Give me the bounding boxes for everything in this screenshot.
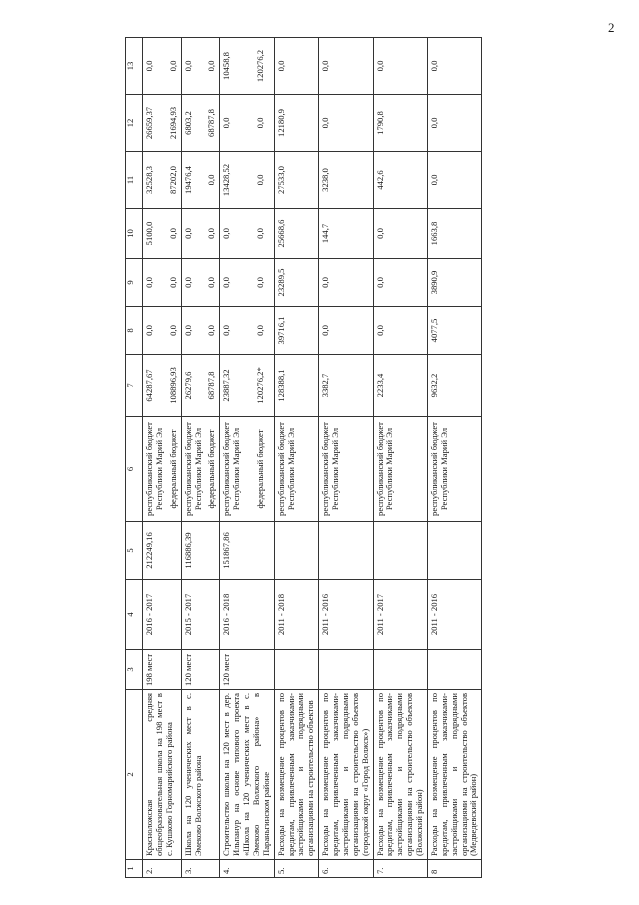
funding-source: республиканский бюджет Республики Марий Эл <box>427 417 481 522</box>
value-col8: 39716,1 <box>274 307 319 355</box>
value-col13: 0,0 <box>143 38 167 95</box>
row-number: 7. <box>373 860 427 878</box>
funding-source: федеральный бюджет <box>167 417 181 522</box>
table-row <box>274 38 319 878</box>
value-col10: 0,0 <box>220 209 254 259</box>
value-col8: 0,0 <box>319 307 373 355</box>
total-amount: 26279,6 <box>181 355 205 417</box>
col-header: 7 <box>126 355 143 417</box>
object-name: Расходы на возмещение процентов по кредитам, привлеченным заказчиками-застройщиками и подрядными организациями на строительство объектов (городской округ «Город Волжск») <box>319 690 373 860</box>
capacity <box>319 650 373 690</box>
value-col12: 12180,9 <box>274 95 319 152</box>
table-row <box>427 38 481 878</box>
period: 2011 - 2017 <box>373 580 427 650</box>
object-name: Расходы на возмещение процентов по кредитам, привлеченным заказчиками-застройщиками и подрядными организациями на строительство объектов (Волжский район) <box>373 690 427 860</box>
col-header: 10 <box>126 209 143 259</box>
funding-source: федеральный бюджет <box>205 417 219 522</box>
row-number: 2. <box>143 860 182 878</box>
table-row <box>220 38 254 878</box>
value-col9: 23289,5 <box>274 259 319 307</box>
value-col10: 0,0 <box>167 209 181 259</box>
value-col9: 0,0 <box>254 259 274 307</box>
value-col9: 0,0 <box>220 259 254 307</box>
value-col10: 0,0 <box>373 209 427 259</box>
value-col10: 0,0 <box>254 209 274 259</box>
row-number: 4. <box>220 860 274 878</box>
funding-source: республиканский бюджет Республики Марий Эл <box>181 417 205 522</box>
col-header: 6 <box>126 417 143 522</box>
header-row <box>126 38 143 878</box>
value-col11: 3238,0 <box>319 152 373 209</box>
value-col12: 6803,2 <box>181 95 205 152</box>
period: 2015 - 2017 <box>181 580 220 650</box>
value-col12: 0,0 <box>319 95 373 152</box>
object-name: Красноложская средняя общеобразовательная школа на 198 мест в с. Кушково Горномарийского района <box>143 690 182 860</box>
construction-objects-table <box>125 37 482 878</box>
total-amount: 120276,2* <box>254 355 274 417</box>
funding-source: республиканский бюджет Республики Марий Эл <box>373 417 427 522</box>
value-col10: 25668,6 <box>274 209 319 259</box>
value-col11: 0,0 <box>427 152 481 209</box>
total-amount: 64287,67 <box>143 355 167 417</box>
value-col9: 0,0 <box>373 259 427 307</box>
value-col11: 0,0 <box>254 152 274 209</box>
estimated-cost <box>373 522 427 580</box>
period: 2016 - 2017 <box>143 580 182 650</box>
capacity <box>427 650 481 690</box>
table-row <box>373 38 427 878</box>
period: 2011 - 2016 <box>319 580 373 650</box>
value-col8: 0,0 <box>254 307 274 355</box>
capacity <box>274 650 319 690</box>
total-amount: 9632,2 <box>427 355 481 417</box>
value-col12: 0,0 <box>220 95 254 152</box>
col-header: 5 <box>126 522 143 580</box>
value-col8: 0,0 <box>373 307 427 355</box>
object-name: Школа на 120 ученических мест в с. Эмеково Волжского района <box>181 690 220 860</box>
total-amount: 23887,32 <box>220 355 254 417</box>
total-amount: 2233,4 <box>373 355 427 417</box>
value-col13: 0,0 <box>205 38 219 95</box>
value-col8: 4077,5 <box>427 307 481 355</box>
estimated-cost: 212249,16 <box>143 522 182 580</box>
period: 2011 - 2018 <box>274 580 319 650</box>
col-header: 13 <box>126 38 143 95</box>
value-col10: 1663,8 <box>427 209 481 259</box>
col-header: 12 <box>126 95 143 152</box>
value-col11: 27533,0 <box>274 152 319 209</box>
value-col13: 0,0 <box>167 38 181 95</box>
capacity: 120 мест <box>220 650 274 690</box>
object-name: Расходы на возмещение процентов по кредитам, привлеченным заказчиками-застройщиками и подрядными организациями на строительство объектов <box>274 690 319 860</box>
value-col8: 0,0 <box>205 307 219 355</box>
total-amount: 3382,7 <box>319 355 373 417</box>
row-number: 3. <box>181 860 220 878</box>
value-col9: 0,0 <box>167 259 181 307</box>
table-row <box>143 38 167 878</box>
funding-source: республиканский бюджет Республики Марий Эл <box>319 417 373 522</box>
value-col10: 144,7 <box>319 209 373 259</box>
estimated-cost <box>274 522 319 580</box>
value-col8: 0,0 <box>167 307 181 355</box>
value-col12: 0,0 <box>427 95 481 152</box>
value-col8: 0,0 <box>220 307 254 355</box>
col-header: 11 <box>126 152 143 209</box>
value-col10: 5100,0 <box>143 209 167 259</box>
value-col8: 0,0 <box>181 307 205 355</box>
funding-source: республиканский бюджет Республики Марий Эл <box>274 417 319 522</box>
value-col13: 0,0 <box>274 38 319 95</box>
value-col11: 87202,0 <box>167 152 181 209</box>
value-col13: 0,0 <box>427 38 481 95</box>
col-header: 9 <box>126 259 143 307</box>
funding-source: федеральный бюджет <box>254 417 274 522</box>
col-header: 3 <box>126 650 143 690</box>
value-col12: 21694,93 <box>167 95 181 152</box>
col-header: 8 <box>126 307 143 355</box>
value-col8: 0,0 <box>143 307 167 355</box>
table-row <box>319 38 373 878</box>
estimated-cost <box>319 522 373 580</box>
value-col11: 0,0 <box>205 152 219 209</box>
estimated-cost: 116886,39 <box>181 522 220 580</box>
value-col10: 0,0 <box>181 209 205 259</box>
estimated-cost: 151867,86 <box>220 522 274 580</box>
table-row <box>181 38 205 878</box>
object-name: Расходы на возмещение процентов по кредитам, привлеченным заказчиками-застройщиками и подрядными организациями на строительство объектов (Медведевский район) <box>427 690 481 860</box>
period: 2011 - 2016 <box>427 580 481 650</box>
capacity: 198 мест <box>143 650 182 690</box>
value-col12: 0,0 <box>254 95 274 152</box>
row-number: 5. <box>274 860 319 878</box>
value-col13: 10458,8 <box>220 38 254 95</box>
value-col11: 19476,4 <box>181 152 205 209</box>
capacity <box>373 650 427 690</box>
estimated-cost <box>427 522 481 580</box>
period: 2016 - 2018 <box>220 580 274 650</box>
value-col11: 13428,52 <box>220 152 254 209</box>
value-col10: 0,0 <box>205 209 219 259</box>
page-number: 2 <box>608 20 615 35</box>
value-col11: 32528,3 <box>143 152 167 209</box>
col-header: 4 <box>126 580 143 650</box>
value-col9: 0,0 <box>181 259 205 307</box>
value-col13: 120276,2 <box>254 38 274 95</box>
row-number: 6. <box>319 860 373 878</box>
value-col12: 26659,37 <box>143 95 167 152</box>
funding-source: республиканский бюджет Республики Марий Эл <box>220 417 254 522</box>
object-name: Строительство школы на 120 мест в дер. Ильпанур на основе типового проекта «Школа на 120 ученических мест в с. Эмеково Волжского района» в Параньгинском районе <box>220 690 274 860</box>
value-col12: 1790,8 <box>373 95 427 152</box>
value-col9: 0,0 <box>319 259 373 307</box>
total-amount: 128388,1 <box>274 355 319 417</box>
col-header: 1 <box>126 860 143 878</box>
value-col9: 0,0 <box>143 259 167 307</box>
total-amount: 108896,93 <box>167 355 181 417</box>
col-header: 2 <box>126 690 143 860</box>
funding-source: республиканский бюджет Республики Марий Эл <box>143 417 167 522</box>
value-col9: 0,0 <box>205 259 219 307</box>
value-col11: 442,6 <box>373 152 427 209</box>
value-col13: 0,0 <box>373 38 427 95</box>
capacity: 120 мест <box>181 650 220 690</box>
total-amount: 68787,8 <box>205 355 219 417</box>
value-col9: 3890,9 <box>427 259 481 307</box>
row-number: 8 <box>427 860 481 878</box>
rotated-table-container <box>125 38 580 878</box>
value-col13: 0,0 <box>181 38 205 95</box>
value-col13: 0,0 <box>319 38 373 95</box>
value-col12: 68787,8 <box>205 95 219 152</box>
